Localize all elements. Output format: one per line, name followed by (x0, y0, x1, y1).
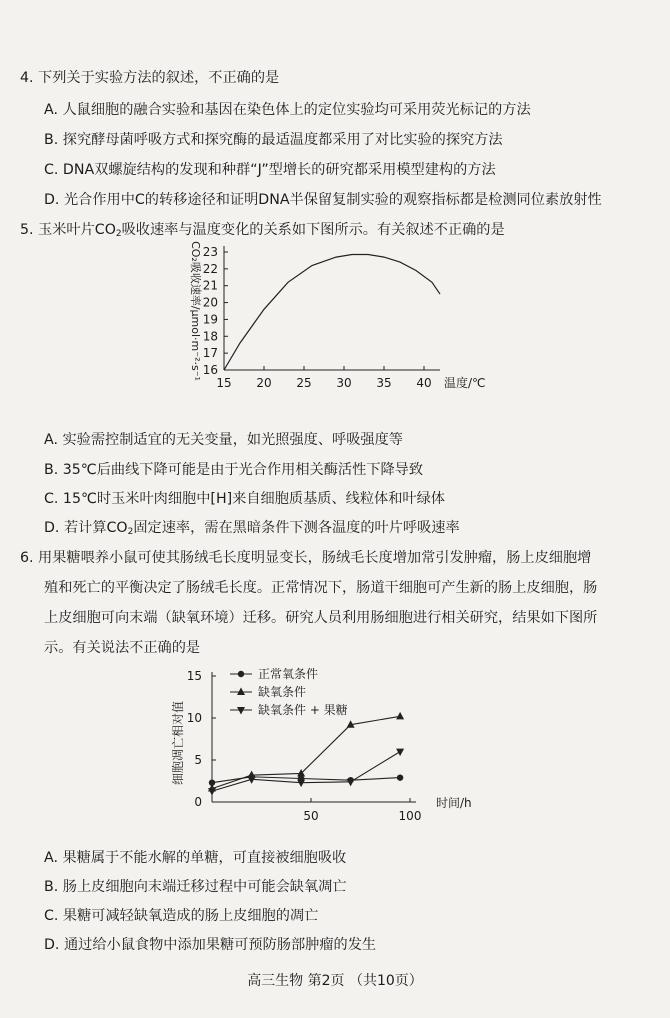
x-tick-label: 35 (376, 376, 392, 390)
q5-option-a: A. 实验需控制适宜的无关变量，如光照强度、呼吸强度等 (44, 432, 403, 448)
q5-option-d: D. 若计算$CO_2$固定速率，需在黑暗条件下测各温度的叶片呼吸速率 (44, 520, 460, 537)
y-tick-label: 0 (194, 795, 202, 809)
y-tick-label: 16 (202, 363, 218, 377)
y-tick-label: 5 (194, 753, 202, 767)
x-axis-label: 时间/h (436, 796, 472, 810)
data-point-0 (397, 774, 403, 780)
legend-marker-0 (238, 671, 244, 677)
q4-stem: 4. 下列关于实验方法的叙述，不正确的是 (20, 70, 280, 86)
q6-stem-line2: 殖和死亡的平衡决定了肠绒毛长度。正常情况下，肠道干细胞可产生新的肠上皮细胞，肠 (44, 580, 598, 596)
x-tick-label: 100 (398, 809, 422, 823)
y-tick-label: 15 (186, 669, 202, 683)
x-tick-label: 25 (296, 376, 312, 390)
y-tick-label: 17 (202, 346, 218, 361)
series-line-0 (212, 777, 400, 783)
q4-option-b: B. 探究酵母菌呼吸方式和探究酶的最适温度都采用了对比实验的探究方法 (44, 132, 503, 148)
legend-marker-1 (237, 688, 245, 696)
q6-option-c: C. 果糖可减轻缺氧造成的肠上皮细胞的凋亡 (44, 908, 319, 924)
data-point-2 (396, 749, 404, 757)
q6-option-d: D. 通过给小鼠食物中添加果糖可预防肠部肿瘤的发生 (44, 937, 377, 953)
series-line-2 (212, 752, 400, 792)
legend-label-2: 缺氧条件 + 果糖 (258, 703, 348, 717)
q6-option-a: A. 果糖属于不能水解的单糖，可直接被细胞吸收 (44, 850, 347, 866)
y-tick-label: 23 (202, 245, 218, 259)
co2-uptake-curve (224, 255, 440, 371)
x-tick-label: 15 (216, 376, 232, 390)
co2-uptake-chart (170, 240, 486, 420)
y-tick-label: 20 (202, 295, 218, 310)
y-tick-label: 18 (202, 329, 218, 344)
data-point-2 (297, 780, 305, 788)
q6-stem-line4: 示。有关说法不正确的是 (44, 640, 201, 656)
y-tick-label: 10 (186, 711, 202, 725)
q5-option-c: C. 15℃时玉米叶肉细胞中[H]来自细胞质基质、线粒体和叶绿体 (44, 491, 445, 507)
x-tick-label: 50 (303, 809, 319, 823)
q4-option-c: C. DNA双螺旋结构的发现和种群“J”型增长的研究都采用模型建构的方法 (44, 162, 496, 178)
y-axis-label: 细胞凋亡相对值 (171, 700, 185, 786)
x-tick-label: 30 (336, 376, 352, 390)
y-tick-label: 22 (202, 261, 218, 276)
x-tick-label: 20 (256, 376, 272, 390)
q6-stem-line3: 上皮细胞可向末端（缺氧环境）迁移。研究人员利用肠细胞进行相关研究，结果如下图所 (44, 610, 598, 626)
y-tick-label: 19 (202, 312, 218, 327)
legend-label-1: 缺氧条件 (258, 685, 307, 699)
q4-option-d: D. 光合作用中C的转移途径和证明DNA半保留复制实验的观察指标都是检测同位素放射性 (44, 192, 602, 208)
series-line-1 (212, 716, 400, 788)
y-axis-label: CO₂吸收速率/μmol·m⁻²·s⁻¹ (189, 241, 202, 381)
q6-stem-line1: 6. 用果糖喂养小鼠可使其肠绒毛长度明显变长，肠绒毛长度增加常引发肿瘤，肠上皮细胞增 (20, 550, 592, 566)
apoptosis-chart (160, 662, 500, 832)
x-tick-label: 40 (416, 376, 432, 390)
data-point-2 (208, 788, 216, 796)
q5-option-b: B. 35℃后曲线下降可能是由于光合作用相关酶活性下降导致 (44, 462, 424, 478)
legend-marker-2 (237, 707, 245, 715)
x-axis-label: 温度/℃ (444, 376, 486, 390)
data-point-1 (396, 712, 404, 720)
y-tick-label: 21 (202, 278, 218, 293)
q5-stem: 5. 玉米叶片$CO_2$吸收速率与温度变化的关系如下图所示。有关叙述不正确的是 (20, 222, 505, 239)
page-footer: 高三生物 第2页 （共10页） (247, 973, 423, 989)
legend-label-0: 正常氧条件 (258, 667, 319, 681)
q6-option-b: B. 肠上皮细胞向末端迁移过程中可能会缺氧凋亡 (44, 879, 347, 895)
data-point-2 (347, 779, 355, 787)
q4-option-a: A. 人鼠细胞的融合实验和基因在染色体上的定位实验均可采用荧光标记的方法 (44, 102, 531, 118)
